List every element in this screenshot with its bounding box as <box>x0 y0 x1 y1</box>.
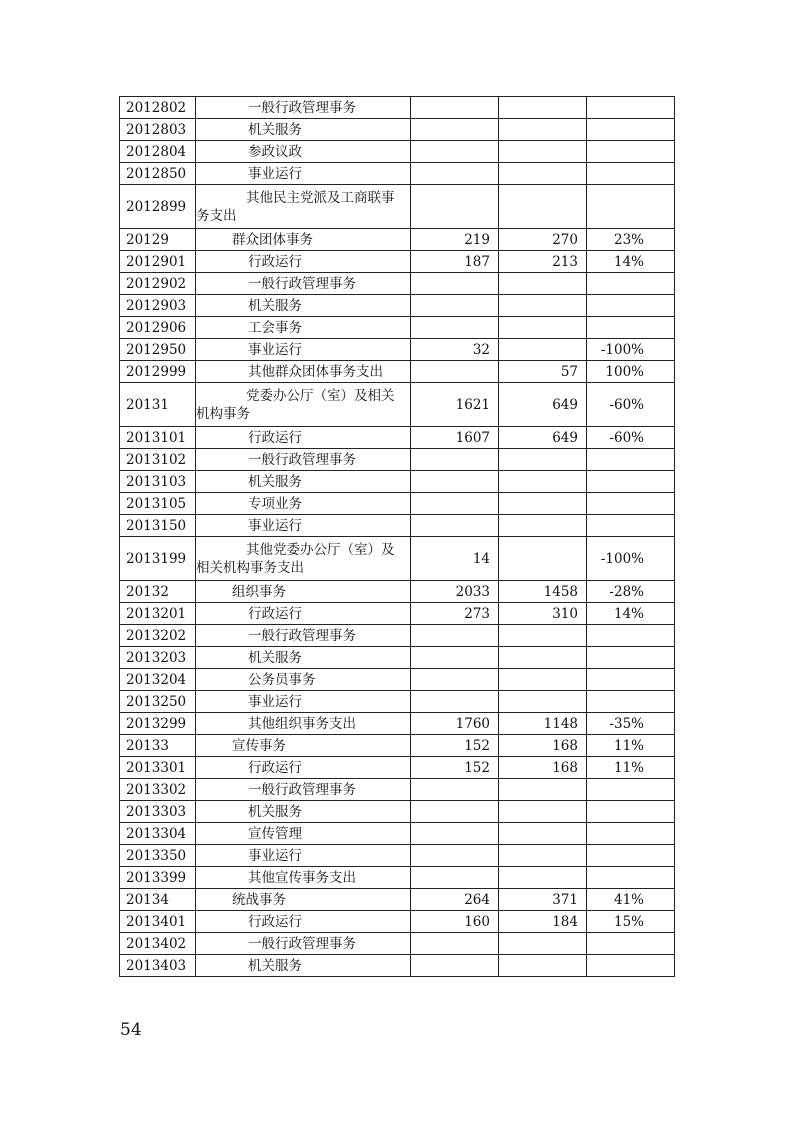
value-1-cell <box>411 471 499 493</box>
name-cell: 其他宣传事务支出 <box>196 867 411 889</box>
value-2-cell: 1148 <box>499 713 587 735</box>
code-cell: 2013204 <box>120 669 196 691</box>
code-cell: 2013105 <box>120 493 196 515</box>
value-1-cell <box>411 493 499 515</box>
table-row <box>120 229 675 251</box>
table-row <box>120 471 675 493</box>
value-2-cell <box>499 779 587 801</box>
change-cell <box>587 779 675 801</box>
table-row <box>120 647 675 669</box>
name-cell: 事业运行 <box>196 845 411 867</box>
change-cell: 14% <box>587 251 675 273</box>
change-cell: -28% <box>587 581 675 603</box>
value-1-cell <box>411 647 499 669</box>
name-cell: 事业运行 <box>196 691 411 713</box>
change-cell: -60% <box>587 427 675 449</box>
table-row <box>120 933 675 955</box>
value-1-cell <box>411 141 499 163</box>
table-row <box>120 955 675 977</box>
value-2-cell: 270 <box>499 229 587 251</box>
value-1-cell: 152 <box>411 735 499 757</box>
name-cell: 事业运行 <box>196 163 411 185</box>
value-1-cell <box>411 845 499 867</box>
value-2-cell <box>499 515 587 537</box>
value-1-cell <box>411 625 499 647</box>
change-cell <box>587 317 675 339</box>
code-cell: 2013401 <box>120 911 196 933</box>
change-cell <box>587 471 675 493</box>
table-row <box>120 603 675 625</box>
code-cell: 2013403 <box>120 955 196 977</box>
change-cell <box>587 163 675 185</box>
value-1-cell: 152 <box>411 757 499 779</box>
code-cell: 2012999 <box>120 361 196 383</box>
value-1-cell <box>411 119 499 141</box>
code-cell: 2013102 <box>120 449 196 471</box>
value-2-cell <box>499 845 587 867</box>
name-cell: 机关服务 <box>196 295 411 317</box>
change-cell: 15% <box>587 911 675 933</box>
name-cell: 一般行政管理事务 <box>196 933 411 955</box>
change-cell: 100% <box>587 361 675 383</box>
name-cell: 机关服务 <box>196 801 411 823</box>
change-cell <box>587 845 675 867</box>
change-cell <box>587 823 675 845</box>
table-row <box>120 97 675 119</box>
value-1-cell <box>411 295 499 317</box>
value-1-cell <box>411 97 499 119</box>
change-cell <box>587 515 675 537</box>
value-1-cell: 273 <box>411 603 499 625</box>
value-1-cell <box>411 185 499 229</box>
table-row <box>120 625 675 647</box>
name-cell: 行政运行 <box>196 757 411 779</box>
name-cell: 一般行政管理事务 <box>196 779 411 801</box>
change-cell <box>587 119 675 141</box>
value-2-cell <box>499 537 587 581</box>
value-2-cell <box>499 295 587 317</box>
name-cell: 行政运行 <box>196 251 411 273</box>
change-cell: 23% <box>587 229 675 251</box>
code-cell: 2013402 <box>120 933 196 955</box>
change-cell <box>587 647 675 669</box>
code-cell: 2012804 <box>120 141 196 163</box>
value-1-cell <box>411 449 499 471</box>
table-row <box>120 339 675 361</box>
code-cell: 2013303 <box>120 801 196 823</box>
change-cell <box>587 955 675 977</box>
value-2-cell <box>499 691 587 713</box>
name-cell: 参政议政 <box>196 141 411 163</box>
value-1-cell <box>411 955 499 977</box>
table-row <box>120 537 675 581</box>
change-cell: 11% <box>587 757 675 779</box>
name-cell: 群众团体事务 <box>196 229 411 251</box>
value-2-cell: 168 <box>499 757 587 779</box>
value-1-cell <box>411 361 499 383</box>
value-2-cell <box>499 669 587 691</box>
change-cell: -100% <box>587 537 675 581</box>
code-cell: 2013304 <box>120 823 196 845</box>
value-1-cell: 32 <box>411 339 499 361</box>
name-cell: 其他群众团体事务支出 <box>196 361 411 383</box>
value-1-cell <box>411 317 499 339</box>
change-cell <box>587 97 675 119</box>
value-2-cell <box>499 449 587 471</box>
name-cell: 一般行政管理事务 <box>196 625 411 647</box>
value-2-cell: 310 <box>499 603 587 625</box>
page-number: 54 <box>120 1020 142 1040</box>
table-row <box>120 801 675 823</box>
table-row <box>120 273 675 295</box>
code-cell: 2013101 <box>120 427 196 449</box>
table-row <box>120 163 675 185</box>
value-1-cell <box>411 273 499 295</box>
code-cell: 2013299 <box>120 713 196 735</box>
code-cell: 2013202 <box>120 625 196 647</box>
code-cell: 20129 <box>120 229 196 251</box>
value-2-cell <box>499 273 587 295</box>
code-cell: 2012906 <box>120 317 196 339</box>
code-cell: 20132 <box>120 581 196 603</box>
value-2-cell <box>499 317 587 339</box>
code-cell: 2013103 <box>120 471 196 493</box>
value-2-cell: 649 <box>499 427 587 449</box>
value-2-cell: 57 <box>499 361 587 383</box>
change-cell: 14% <box>587 603 675 625</box>
table-row <box>120 141 675 163</box>
name-cell: 行政运行 <box>196 603 411 625</box>
value-1-cell <box>411 691 499 713</box>
name-cell: 一般行政管理事务 <box>196 449 411 471</box>
change-cell <box>587 933 675 955</box>
name-cell: 机关服务 <box>196 955 411 977</box>
value-2-cell: 168 <box>499 735 587 757</box>
name-cell: 事业运行 <box>196 515 411 537</box>
value-2-cell <box>499 823 587 845</box>
name-cell: 一般行政管理事务 <box>196 97 411 119</box>
value-2-cell <box>499 163 587 185</box>
value-2-cell: 1458 <box>499 581 587 603</box>
code-cell: 2013201 <box>120 603 196 625</box>
code-cell: 20133 <box>120 735 196 757</box>
value-2-cell <box>499 625 587 647</box>
code-cell: 2013150 <box>120 515 196 537</box>
change-cell <box>587 867 675 889</box>
name-cell: 机关服务 <box>196 647 411 669</box>
table-row <box>120 669 675 691</box>
code-cell: 2012903 <box>120 295 196 317</box>
change-cell <box>587 669 675 691</box>
value-2-cell <box>499 97 587 119</box>
name-cell: 专项业务 <box>196 493 411 515</box>
table-row <box>120 823 675 845</box>
value-1-cell: 219 <box>411 229 499 251</box>
code-cell: 2013302 <box>120 779 196 801</box>
value-1-cell: 187 <box>411 251 499 273</box>
table-row <box>120 317 675 339</box>
code-cell: 2012850 <box>120 163 196 185</box>
table-row <box>120 889 675 911</box>
table-row <box>120 251 675 273</box>
value-1-cell <box>411 515 499 537</box>
value-2-cell <box>499 493 587 515</box>
name-cell: 事业运行 <box>196 339 411 361</box>
change-cell: -60% <box>587 383 675 427</box>
value-1-cell: 2033 <box>411 581 499 603</box>
value-2-cell <box>499 185 587 229</box>
code-cell: 2013250 <box>120 691 196 713</box>
change-cell: 11% <box>587 735 675 757</box>
value-2-cell: 213 <box>499 251 587 273</box>
table-row <box>120 185 675 229</box>
name-cell: 行政运行 <box>196 911 411 933</box>
code-cell: 2012899 <box>120 185 196 229</box>
value-2-cell <box>499 471 587 493</box>
value-1-cell <box>411 867 499 889</box>
name-cell: 机关服务 <box>196 471 411 493</box>
value-2-cell: 184 <box>499 911 587 933</box>
code-cell: 2012902 <box>120 273 196 295</box>
table-row <box>120 427 675 449</box>
name-cell: 党委办公厅（室）及相关机构事务 <box>196 383 411 427</box>
change-cell <box>587 691 675 713</box>
value-1-cell: 160 <box>411 911 499 933</box>
value-2-cell <box>499 867 587 889</box>
table-row <box>120 911 675 933</box>
table-row <box>120 295 675 317</box>
change-cell: -35% <box>587 713 675 735</box>
name-cell: 统战事务 <box>196 889 411 911</box>
table-row <box>120 713 675 735</box>
change-cell <box>587 625 675 647</box>
change-cell <box>587 273 675 295</box>
value-2-cell <box>499 339 587 361</box>
name-cell: 公务员事务 <box>196 669 411 691</box>
name-cell: 宣传管理 <box>196 823 411 845</box>
name-cell: 工会事务 <box>196 317 411 339</box>
value-2-cell <box>499 801 587 823</box>
name-cell: 宣传事务 <box>196 735 411 757</box>
code-cell: 2013399 <box>120 867 196 889</box>
value-1-cell: 1607 <box>411 427 499 449</box>
table-row <box>120 735 675 757</box>
value-1-cell <box>411 669 499 691</box>
code-cell: 2012901 <box>120 251 196 273</box>
table-row <box>120 779 675 801</box>
code-cell: 2012950 <box>120 339 196 361</box>
value-2-cell: 649 <box>499 383 587 427</box>
table-row <box>120 515 675 537</box>
name-cell: 其他民主党派及工商联事务支出 <box>196 185 411 229</box>
code-cell: 2012803 <box>120 119 196 141</box>
value-1-cell: 264 <box>411 889 499 911</box>
name-cell: 其他党委办公厅（室）及相关机构事务支出 <box>196 537 411 581</box>
code-cell: 20134 <box>120 889 196 911</box>
change-cell <box>587 185 675 229</box>
name-cell: 其他组织事务支出 <box>196 713 411 735</box>
code-cell: 20131 <box>120 383 196 427</box>
code-cell: 2012802 <box>120 97 196 119</box>
budget-table <box>119 96 675 977</box>
change-cell <box>587 295 675 317</box>
code-cell: 2013199 <box>120 537 196 581</box>
value-1-cell <box>411 163 499 185</box>
change-cell: 41% <box>587 889 675 911</box>
value-2-cell <box>499 647 587 669</box>
name-cell: 行政运行 <box>196 427 411 449</box>
value-1-cell <box>411 779 499 801</box>
value-2-cell <box>499 119 587 141</box>
table-row <box>120 493 675 515</box>
name-cell: 机关服务 <box>196 119 411 141</box>
table-row <box>120 119 675 141</box>
value-2-cell <box>499 955 587 977</box>
table-row <box>120 845 675 867</box>
change-cell <box>587 801 675 823</box>
table-row <box>120 691 675 713</box>
value-1-cell: 14 <box>411 537 499 581</box>
table-row <box>120 383 675 427</box>
change-cell <box>587 449 675 471</box>
code-cell: 2013350 <box>120 845 196 867</box>
value-1-cell <box>411 801 499 823</box>
table-row <box>120 361 675 383</box>
value-2-cell <box>499 933 587 955</box>
change-cell <box>587 493 675 515</box>
value-1-cell: 1760 <box>411 713 499 735</box>
change-cell <box>587 141 675 163</box>
name-cell: 组织事务 <box>196 581 411 603</box>
table-row <box>120 757 675 779</box>
name-cell: 一般行政管理事务 <box>196 273 411 295</box>
budget-table-body <box>120 97 675 977</box>
table-row <box>120 867 675 889</box>
value-2-cell <box>499 141 587 163</box>
value-1-cell: 1621 <box>411 383 499 427</box>
code-cell: 2013301 <box>120 757 196 779</box>
value-1-cell <box>411 823 499 845</box>
code-cell: 2013203 <box>120 647 196 669</box>
value-2-cell: 371 <box>499 889 587 911</box>
value-1-cell <box>411 933 499 955</box>
table-row <box>120 449 675 471</box>
change-cell: -100% <box>587 339 675 361</box>
table-row <box>120 581 675 603</box>
